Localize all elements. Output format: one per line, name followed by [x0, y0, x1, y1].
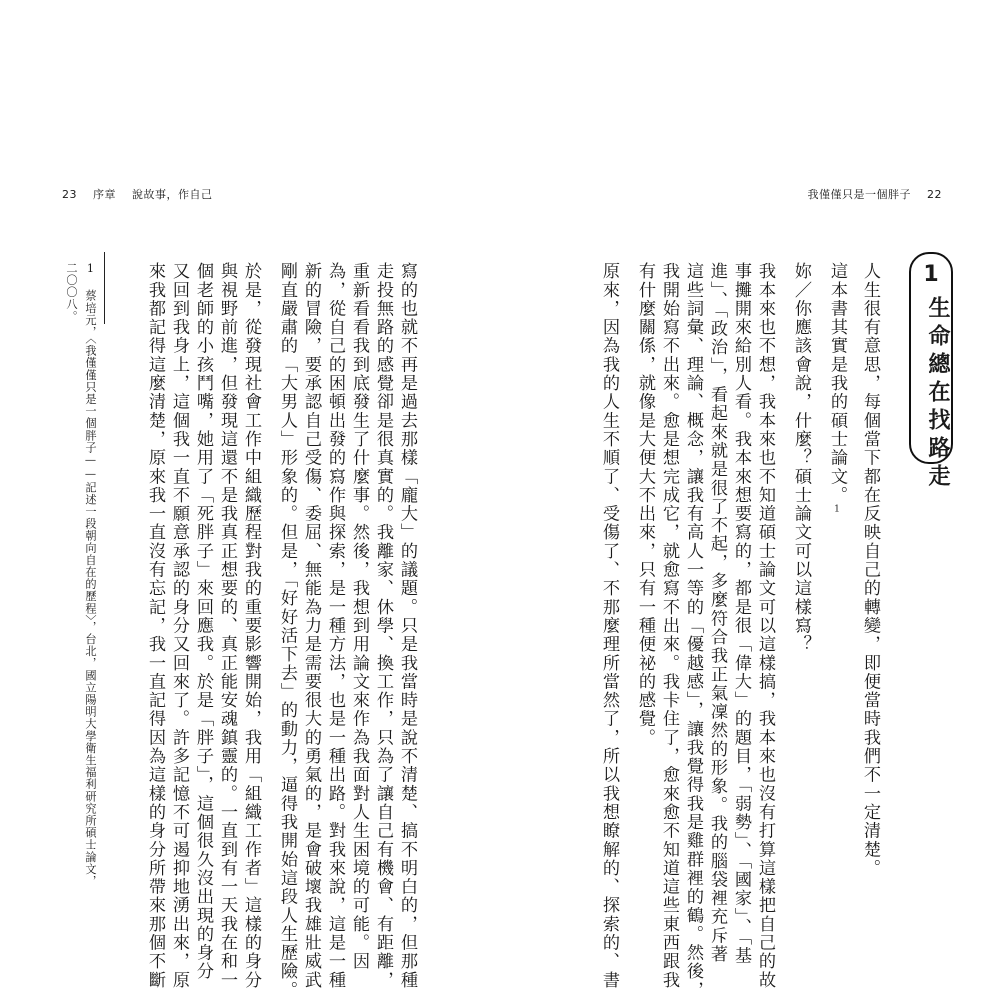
right-body-line: 進」、「政治」，看起來就是很了不起，多麼符合我正氣凜然的形象。我的腦袋裡充斥著 — [707, 262, 727, 964]
right-body-line: 事攤開來給別人看。我本來想要寫的，都是很「偉大」的題目，「弱勢」、「國家」、「基 — [731, 262, 751, 965]
right-body-line: 我開始寫不出來。愈是想完成它，就愈寫不出來。我卡住了，愈來愈不知道這些東西跟我 — [659, 262, 679, 990]
right-body-line: 原來，因為我的人生不順了、受傷了、不那麼理所當然了，所以我想瞭解的、探索的、書 — [599, 262, 619, 990]
footnote-line: 1 蔡培元，〈我僅僅只是一個胖子——記述一段朝向自在的歷程〉，台北，國立陽明大學衛生福利研究所碩士論文， — [84, 262, 97, 888]
right-body-line: 我本來也不想，我本來也不知道碩士論文可以這樣搞，我本來也沒有打算這樣把自己的故 — [755, 262, 775, 990]
left-body-line: 來我都記得這麼清楚，原來我一直沒有忘記，我一直記得因為這樣的身分所帶來那個不斷 — [145, 262, 165, 990]
left-body-line: 寫的也就不再是過去那樣「龐大」的議題。只是我當時是說不清楚、搞不明白的，但那種 — [397, 262, 417, 990]
footnote-line: 二〇〇八。 — [65, 262, 78, 323]
chapter-title: 生命總在找路走 — [925, 296, 950, 492]
left-page-number: 23 — [62, 188, 77, 201]
right-body-line: 這些詞彙、理論、概念，讓我有高人一等的「優越感」，讓我覺得我是雞群裡的鶴。然後， — [683, 262, 703, 1000]
right-body-line: 有什麼關係，就像是大便大不出來，只有一種便祕的感覺。 — [635, 262, 655, 747]
chapter-number: 1 — [923, 262, 939, 287]
right-body-line: 人生很有意思，每個當下都在反映自己的轉變，即便當時我們不一定清楚。 — [860, 262, 880, 878]
right-page-number: 22 — [927, 188, 942, 201]
left-body-line: 新的冒險，要承認自己受傷、委屈、無能為力是需要很大的勇氣的，是會破壞我雄壯威武 — [301, 262, 321, 990]
left-body-line: 重新看看我到底發生了什麼事。然後，我想到用論文來作為我面對人生困境的可能。因 — [349, 262, 369, 971]
right-body-line: 妳／你應該會說，什麼？碩士論文可以這樣寫？ — [791, 262, 811, 654]
right-body-line: 這本書其實是我的碩士論文。1 — [827, 262, 847, 516]
footnote-rule — [104, 252, 105, 324]
right-page-header — [808, 186, 943, 202]
left-section-label: 序章 — [93, 188, 116, 201]
left-body-line: 剛直嚴肅的「大男人」形象的。但是，「好好活下去」的動力，逼得我開始這段人生歷險。 — [277, 262, 297, 1000]
footnote-marker: 1 — [832, 504, 842, 516]
left-running-title: 說故事，作自己 — [132, 188, 213, 201]
left-page-header — [62, 186, 213, 202]
right-running-title: 我僅僅只是一個胖子 — [807, 188, 911, 201]
left-body-line: 與視野前進，但發現這還不是我真正想要的、真正能安魂鎮靈的。一直到有一天我在和一 — [217, 262, 237, 990]
left-body-line: 於是，從發現社會工作中組織歷程對我的重要影響開始，我用「組織工作者」這樣的身分 — [241, 262, 261, 990]
left-body-line: 又回到我身上，這個我一直不願意承認的身分又回來了。許多記憶不可遏抑地湧出來，原 — [169, 262, 189, 990]
left-body-line: 走投無路的感覺卻是很真實的。我離家、休學、換工作，只為了讓自己有機會、有距離， — [373, 262, 393, 990]
left-body-line: 個老師的小孩鬥嘴，她用了「死胖子」來回應我。於是「胖子」，這個很久沒出現的身分 — [193, 262, 213, 981]
left-body-line: 為，從自己的困頓出發的寫作與探索，是一種方法，也是一種出路。對我來說，這是一種 — [325, 262, 345, 990]
